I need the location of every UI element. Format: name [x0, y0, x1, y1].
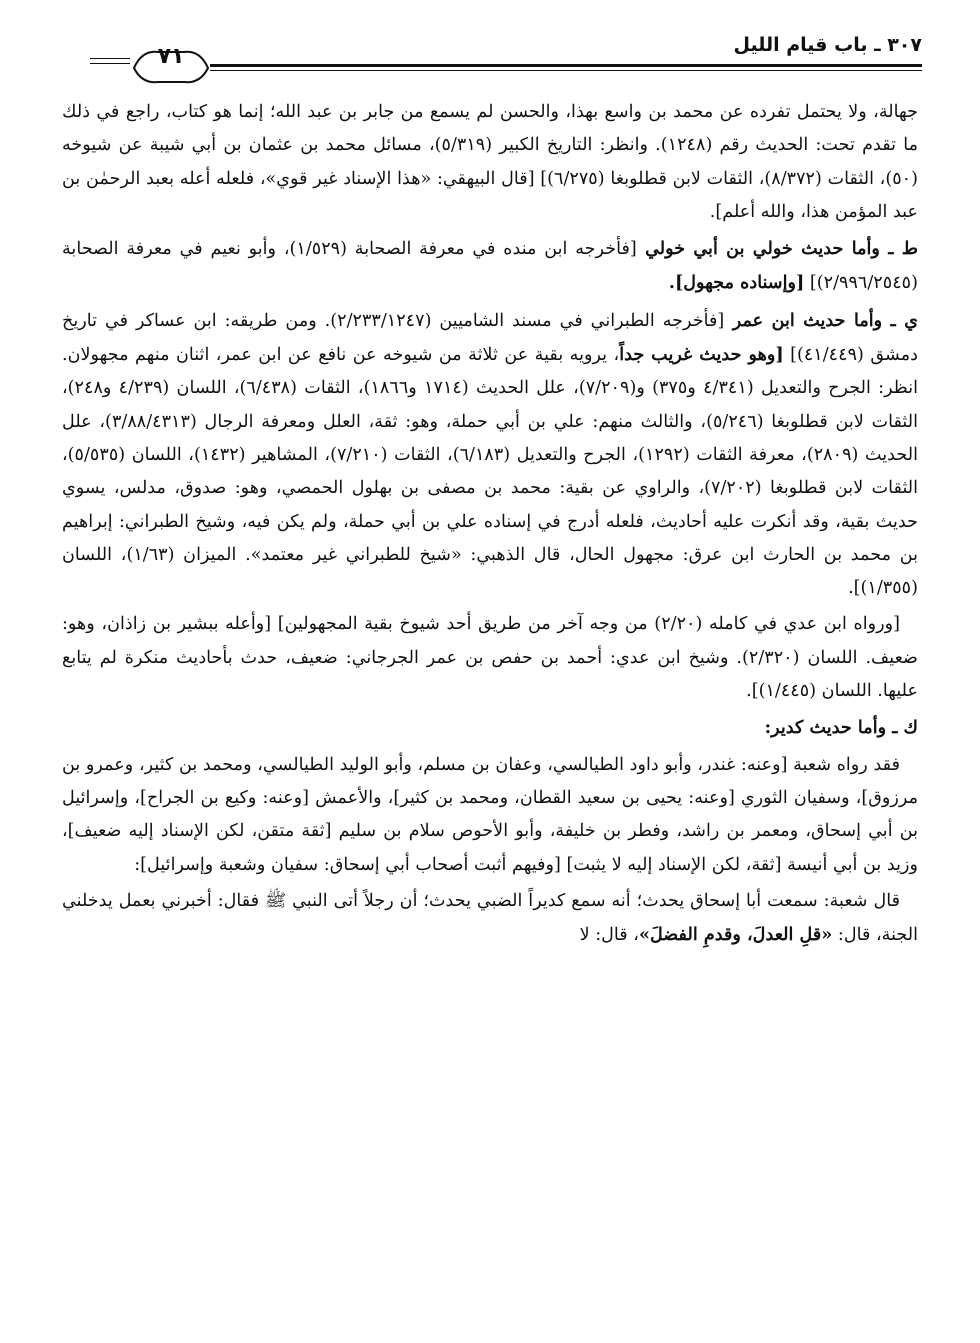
page-header: [60, 28, 922, 80]
page-number: ٧١: [157, 44, 185, 69]
header-rule: [210, 70, 922, 71]
paragraph: [62, 232, 918, 301]
paragraph: [62, 304, 918, 606]
text-segment: [ورواه ابن عدي في كامله (٢/٢٠) من وجه آخر من طريق أحد شيوخ بقية المجهولين] [وأعله ببشير بن زاذان، وهو: ضعيف. اللسان (٢/٣٢٠). وشيخ ابن عدي: أحمد بن حفص بن عمر الجرجاني: ضعيف، حدث بأحاديث منكرة لم يتابع عليها. اللسان (١/٤٤٥)].: [62, 614, 918, 702]
paragraph: [62, 608, 918, 708]
text-segment: ، قال: لا: [579, 925, 639, 946]
text-segment: [فأخرجه الطبراني في مسند الشاميين (٢/٢٣٣/١٢٤٧). ومن طريقه: ابن عساكر في تاريخ دمشق (٤١/٤٤٩)]: [62, 310, 918, 366]
bold-text: ي ـ وأما حديث ابن عمر: [724, 309, 918, 331]
bold-text: [وإسناده مجهول].: [668, 272, 805, 294]
chapter-title: ٣٠٧ ـ باب قيام الليل: [733, 34, 922, 56]
bold-text: ط ـ وأما حديث خولي بن أبي خولي: [636, 238, 918, 260]
text-segment: [فأخرجه ابن منده في معرفة الصحابة (١/٥٢٩)، وأبو نعيم في معرفة الصحابة (٢/٩٩٦/٢٥٤٥)]: [62, 239, 918, 294]
header-rule-left: [90, 58, 130, 59]
text-segment: قال شعبة: سمعت أبا إسحاق يحدث؛ أنه سمع كديراً الضبي يحدث؛ أن رجلاً أتى النبي ﷺ فقال: أخبرني بعمل يدخلني الجنة، قال:: [62, 890, 918, 946]
header-rule: [210, 64, 922, 67]
bold-text: «قلِ العدلَ، وقدمِ الفضلَ»: [638, 924, 833, 946]
text-segment: جهالة، ولا يحتمل تفرده عن محمد بن واسع بهذا، والحسن لم يسمع من جابر بن عبد الله؛ إنما هو كتاب، راجع في ذلك ما تقدم تحت: الحديث رقم (١٢٤٨). وانظر: التاريخ الكبير (٥/٣١٩)، مسائل محمد بن عثمان بن أبي شيبة عن شيوخه (٥٠)، الثقات (٨/٣٧٢)، الثقات لابن قطلوبغا (٦/٢٧٥)] [قال البيهقي: «هذا الإسناد غير قوي»، فلعله أعله بعبد الرحمٰن بن عبد المؤمن هذا، والله أعلم].: [62, 102, 919, 222]
bold-text: ك ـ وأما حديث كدير:: [764, 717, 918, 739]
paragraph: [62, 711, 918, 745]
paragraph: [62, 96, 918, 229]
paragraph: [62, 749, 918, 882]
text-segment: ، يرويه بقية عن ثلاثة من شيوخه عن نافع عن ابن عمر، اثنان منهم مجهولان. انظر: الجرح والتعديل (٤/٣٤١ و٣٧٥) و(٧/٢٠٩)، علل الحديث (١٧١٤ و١٨٦٦)، الثقات (٦/٤٣٨)، اللسان (٤/٢٣٩ و٢٤٨)، الثقات لابن قطلوبغا (٥/٢٤٦)، والثالث منهم: علي بن أبي حملة، وهو: ثقة، العلل ومعرفة الرجال (٣/٨٨/٤٣١٣)، علل الحديث (٢٨٠٩)، معرفة الثقات (١٢٩٢)، الجرح والتعديل (٦/١٨٣)، الثقات (٧/٢١٠)، المشاهير (١٤٣٢)، اللسان (٥/٥٣٥)، الثقات لابن قطلوبغا (٧/٢٠٢)، والراوي عن بقية: محمد بن مصفى بن بهلول الحمصي، وهو: صدوق، مدلس، يسوي حديث بقية، وقد أنكرت عليه أحاديث، فلعله أدرج في إسناده علي بن أبي حملة، ولم يكن فيه، وشيخ الطبراني: إبراهيم بن محمد بن الحارث ابن عرق: مجهول الحال، قال الذهبي: «شيخ للطبراني غير معتمد». الميزان (١/٦٣)، اللسان (١/٣٥٥)].: [62, 345, 919, 599]
bold-text: [وهو حديث غريب جداً: [619, 344, 784, 366]
text-segment: فقد رواه شعبة [وعنه: غندر، وأبو داود الطيالسي، وعفان بن مسلم، وأبو الوليد الطيالسي، ومحمد بن كثير، وعمرو بن مرزوق]، وسفيان الثوري [وعنه: يحيى بن سعيد القطان، ومحمد بن كثير]، والأعمش [وعنه: وكيع بن الجراح]، وإسرائيل بن أبي إسحاق، ومعمر بن راشد، وفطر بن خليفة، وأبو الأحوص سلام بن سليم [ثقة متقن، لكن الإسناد إليه ضعيف]، وزيد بن أبي أنيسة [ثقة، لكن الإسناد إليه لا يثبت] [وفيهم أثبت أصحاب أبي إسحاق: سفيان وشعبة وإسرائيل]:: [62, 754, 918, 875]
header-rule-left: [90, 63, 130, 64]
page-body: [62, 96, 918, 955]
paragraph: [62, 885, 918, 953]
